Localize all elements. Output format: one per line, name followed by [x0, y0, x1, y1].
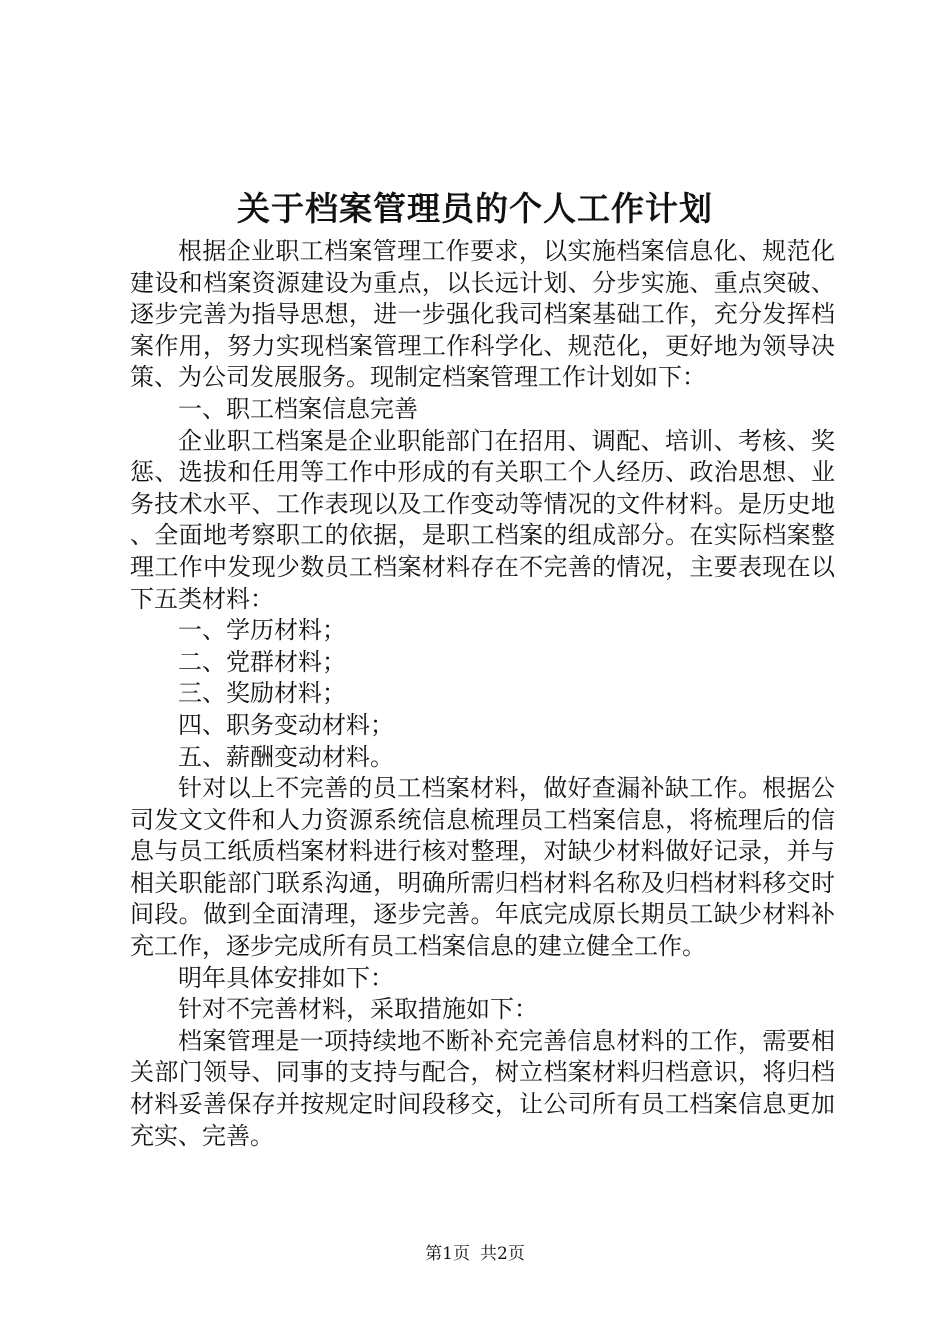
- paragraph-intro: 根据企业职工档案管理工作要求，以实施档案信息化、规范化建设和档案资源建设为重点，以长远计划、分步实施、重点突破、逐步完善为指导思想，进一步强化我司档案基础工作，充分发挥档案作用，努力实现档案管理工作科学化、规范化，更好地为领导决策、为公司发展服务。现制定档案管理工作计划如下：: [130, 237, 835, 392]
- list-item: 一、学历材料；: [178, 616, 346, 645]
- section-heading-1: 一、职工档案信息完善: [178, 394, 418, 423]
- page-number: 第1页: [425, 1244, 470, 1264]
- list-item: 二、党群材料；: [178, 647, 346, 676]
- list-item: 五、薪酬变动材料。: [178, 742, 394, 771]
- list-item: 四、职务变动材料；: [178, 710, 394, 739]
- paragraph-next-year: 明年具体安排如下：: [178, 963, 394, 992]
- page-footer: [0, 1242, 950, 1266]
- document-title: 关于档案管理员的个人工作计划: [237, 189, 713, 228]
- paragraph-section-1: 企业职工档案是企业职能部门在招用、调配、培训、考核、奖惩、选拔和任用等工作中形成的有关职工个人经历、政治思想、业务技术水平、工作表现以及工作变动等情况的文件材料。是历史地、全面地考察职工的依据，是职工档案的组成部分。在实际档案整理工作中发现少数员工档案材料存在不完善的情况，主要表现在以下五类材料：: [130, 426, 835, 613]
- page-total: 共2页: [480, 1244, 525, 1264]
- paragraph-measures: 针对以上不完善的员工档案材料，做好查漏补缺工作。根据公司发文文件和人力资源系统信息梳理员工档案信息，将梳理后的信息与员工纸质档案材料进行核对整理，对缺少材料做好记录，并与相关职能部门联系沟通，明确所需归档材料名称及归档材料移交时间段。做到全面清理，逐步完善。年底完成原长期员工缺少材料补充工作，逐步完成所有员工档案信息的建立健全工作。: [130, 774, 835, 961]
- list-item: 三、奖励材料；: [178, 679, 346, 708]
- paragraph-closing: 档案管理是一项持续地不断补充完善信息材料的工作，需要相关部门领导、同事的支持与配合，树立档案材料归档意识，将归档材料妥善保存并按规定时间段移交，让公司所有员工档案信息更加充实、完善。: [130, 1026, 835, 1150]
- document-body: [130, 236, 835, 1152]
- paragraph-actions: 针对不完善材料，采取措施如下：: [178, 995, 538, 1024]
